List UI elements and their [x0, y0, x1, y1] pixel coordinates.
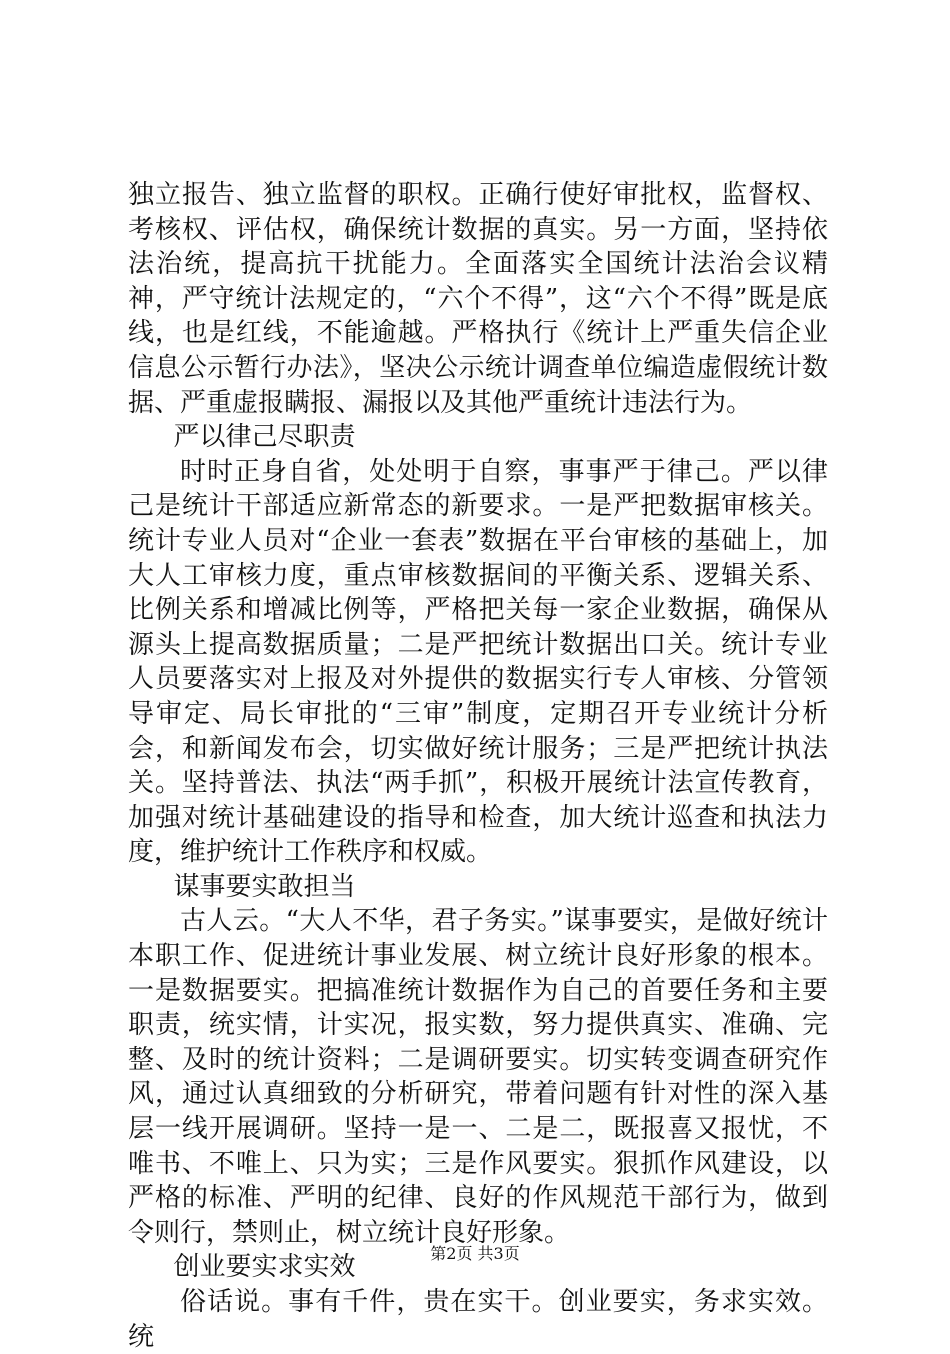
page-number-footer: 第2页 共3页: [430, 1244, 520, 1263]
section-heading-self-discipline: 严以律己尽职责: [173, 422, 356, 453]
paragraph-self-discipline: 时时正身自省，处处明于自察，事事严于律己。严以律己是统计干部适应新常态的新要求。一是严把数据审核关。统计专业人员对“企业一套表”数据在平台审核的基础上，加大人工审核力度，重点审核数据间的平衡关系、逻辑关系、比例关系和增减比例等，严格把关每一家企业数据，确保从源头上提高数据质量；二是严把统计数据出口关。统计专业人员要落实对上报及对外提供的数据实行专人审核、分管领导审定、局长审批的“三审”制度，定期召开专业统计分析会，和新闻发布会，切实做好统计服务；三是严把统计执法关。坚持普法、执法“两手抓”，积极开展统计法宣传教育，加强对统计基础建设的指导和检查，加大统计巡查和执法力度，维护统计工作秩序和权威。: [128, 456, 828, 868]
paragraph-independent-supervision: 独立报告、独立监督的职权。正确行使好审批权，监督权、考核权、评估权，确保统计数据的真实。另一方面，坚持依法治统，提高抗干扰能力。全面落实全国统计法治会议精神，严守统计法规定的，“六个不得”，这“六个不得”既是底线，也是红线，不能逾越。严格执行《统计上严重失信企业信息公示暂行办法》，坚决公示统计调查单位编造虚假统计数据、严重虚报瞒报、漏报以及其他严重统计违法行为。: [128, 180, 828, 418]
section-heading-practical-results: 创业要实求实效: [173, 1252, 356, 1283]
paragraph-practical-results: 俗话说。事有千件，贵在实干。创业要实，务求实效。统: [128, 1287, 828, 1352]
paragraph-practical-planning: 古人云。“大人不华，君子务实。”谋事要实，是做好统计本职工作、促进统计事业发展、树立统计良好形象的根本。一是数据要实。把搞准统计数据作为自己的首要任务和主要职责，统实情，计实况，报实数，努力提供真实、准确、完整、及时的统计资料；二是调研要实。切实转变调查研究作风，通过认真细致的分析研究，带着问题有针对性的深入基层一线开展调研。坚持一是一、二是二，既报喜又报忧，不唯书、不唯上、只为实；三是作风要实。狠抓作风建设，以严格的标准、严明的纪律、良好的作风规范干部行为，做到令则行，禁则止，树立统计良好形象。: [128, 906, 828, 1248]
document-body: [128, 178, 828, 1354]
section-heading-practical-planning: 谋事要实敢担当: [173, 871, 356, 902]
